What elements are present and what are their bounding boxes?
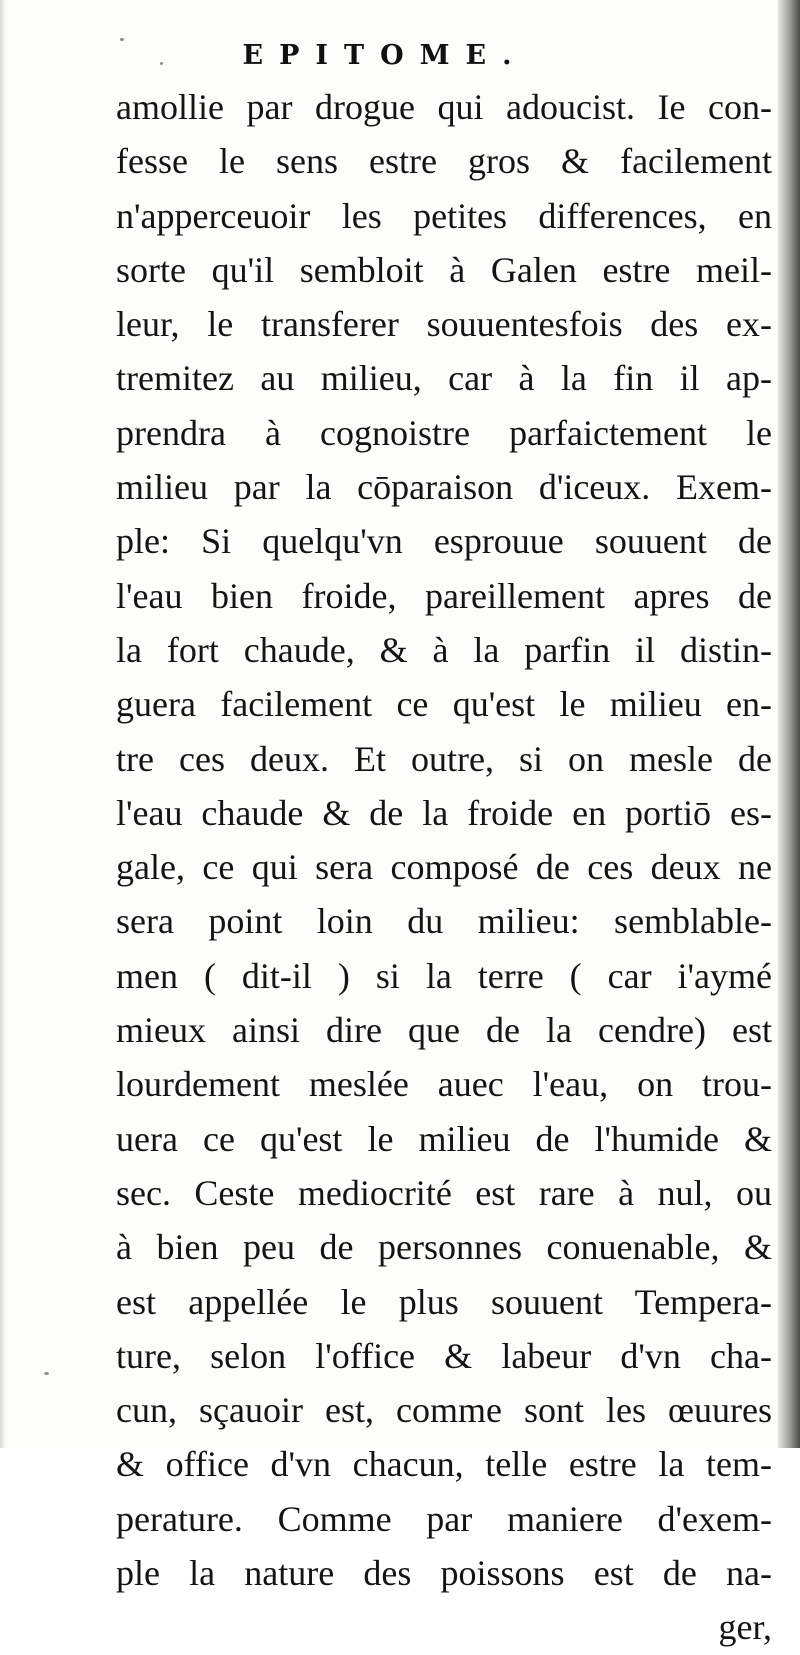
text-line: ple: Si quelqu'vn esprouue souuent de (116, 521, 772, 562)
text-line: sera point loin du milieu: semblable- (116, 901, 772, 942)
text-line: milieu par la cōparaison d'iceux. Exem- (116, 467, 772, 508)
running-head: EPITOME. (242, 40, 528, 71)
text-line: l'eau chaude & de la froide en portiō es- (116, 792, 772, 833)
text-line: tremitez au milieu, car à la fin il ap- (116, 358, 772, 399)
text-line: fesse le sens estre gros & facilement (116, 141, 772, 182)
page-left-shadow (0, 0, 6, 1448)
text-line: cun, sçauoir est, comme sont les œuures (116, 1390, 772, 1431)
text-line: n'apperceuoir les petites differences, en (116, 195, 772, 236)
text-line: l'eau bien froide, pareillement apres de (116, 575, 772, 616)
text-line: amollie par drogue qui adoucist. Ie con- (116, 87, 772, 127)
text-line: & office d'vn chacun, telle estre la tem- (116, 1444, 772, 1485)
text-line: sorte qu'il sembloit à Galen estre meil- (116, 249, 772, 290)
catchword: ger, (718, 1607, 772, 1648)
text-line: mieux ainsi dire que de la cendre) est (116, 1010, 772, 1051)
text-line: sec. Ceste mediocrité est rare à nul, ou (116, 1172, 772, 1213)
ink-speck (44, 1372, 49, 1375)
text-line: ple la nature des poissons est de na- (116, 1553, 772, 1594)
text-line: uera ce qu'est le milieu de l'humide & (116, 1118, 772, 1159)
text-line: gale, ce qui sera composé de ces deux ne (116, 847, 772, 888)
text-line: guera facilement ce qu'est le milieu en- (116, 684, 772, 725)
text-line: à bien peu de personnes conuenable, & (116, 1227, 772, 1268)
page-binding-edge (778, 0, 800, 1448)
body-text (116, 80, 772, 1655)
text-line: leur, le transferer souuentesfois des ex- (116, 304, 772, 345)
text-line: tre ces deux. Et outre, si on mesle de (116, 738, 772, 779)
text-line: men ( dit-il ) si la terre ( car i'aymé (116, 955, 772, 996)
text-line: ture, selon l'office & labeur d'vn cha- (116, 1335, 772, 1376)
text-line: lourdement meslée auec l'eau, on trou- (116, 1064, 772, 1105)
text-line: est appellée le plus souuent Tempera- (116, 1281, 772, 1322)
text-line: la fort chaude, & à la parfin il distin- (116, 629, 772, 670)
text-line: prendra à cognoistre parfaictement le (116, 412, 772, 453)
text-line: perature. Comme par maniere d'exem- (116, 1498, 772, 1539)
